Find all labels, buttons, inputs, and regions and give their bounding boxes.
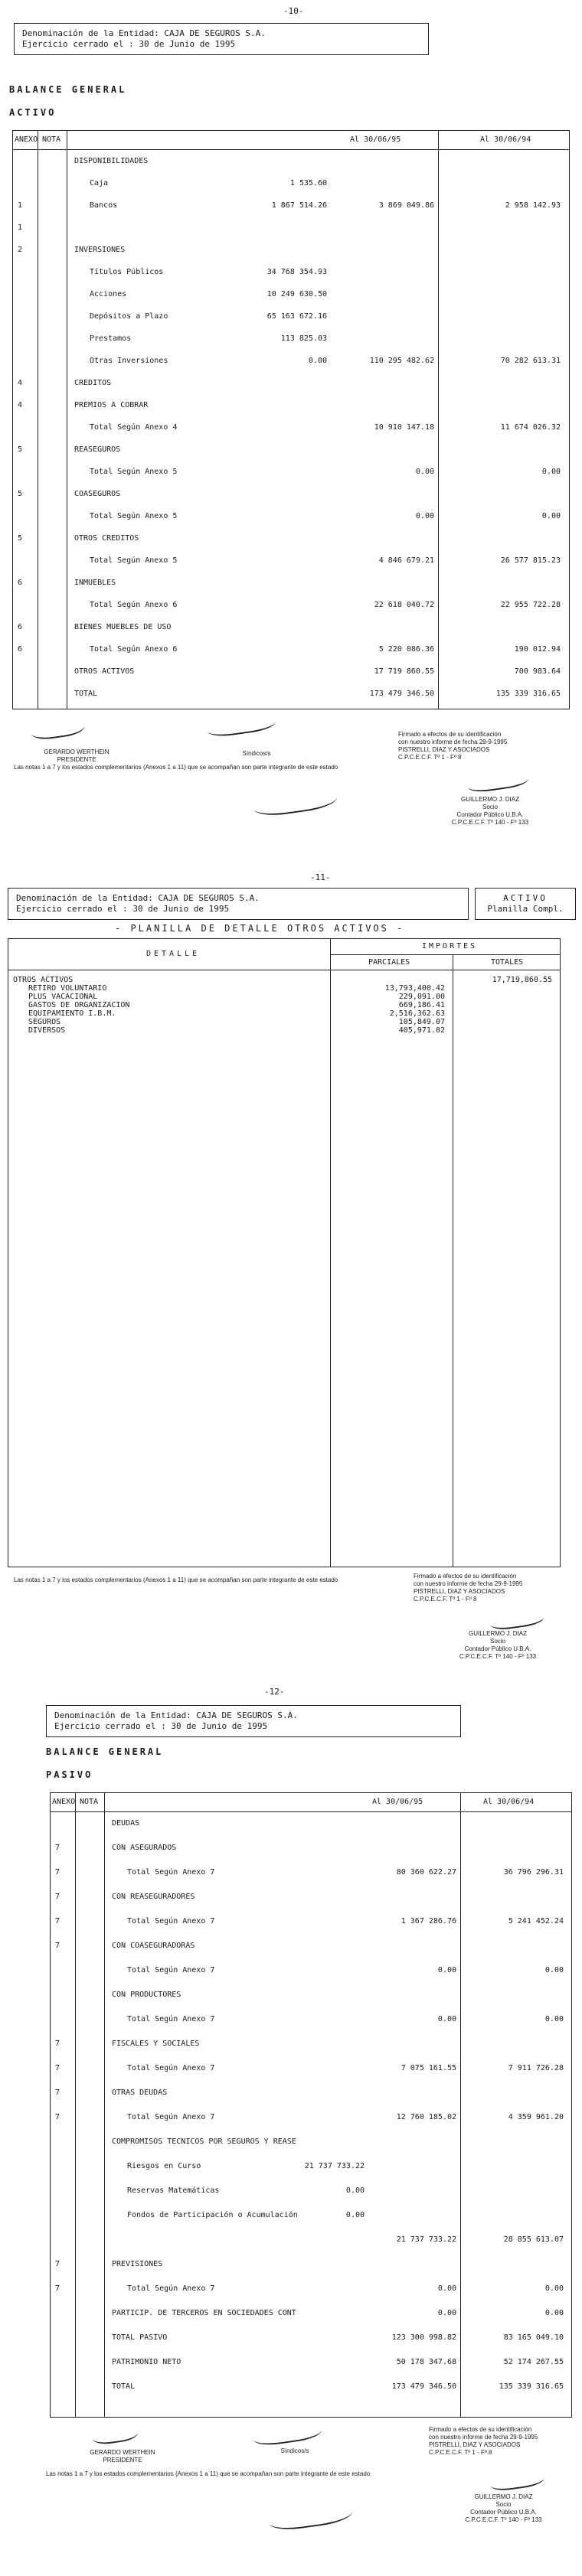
row-amount-94: 11 674 026.32 bbox=[500, 423, 561, 432]
row-amount-95: 0.00 bbox=[437, 2284, 456, 2293]
row-amount-94: 36 796 296.31 bbox=[503, 1868, 564, 1877]
row-partial: 21 737 733.22 bbox=[304, 2162, 365, 2170]
entity-line: Denominación de la Entidad: CAJA DE SEGUROS S.A. bbox=[22, 28, 266, 38]
row-amount-95: 17 719 860.55 bbox=[374, 667, 434, 676]
auditor-id: GUILLERMO J. DIAZ Socio Contador Público U.B.A. C.P.C.E.C.F. Tº 140 - Fº 133 bbox=[465, 2493, 542, 2523]
row-label: Bancos bbox=[90, 201, 118, 210]
exercise-line: Ejercicio cerrado el : 30 de Junio de 1995 bbox=[54, 1721, 268, 1731]
row-label: Total Según Anexo 6 bbox=[90, 645, 178, 654]
row-label: REASEGUROS bbox=[74, 445, 121, 454]
col-p94: Al 30/06/94 bbox=[483, 1798, 535, 1806]
row-label: COASEGUROS bbox=[74, 490, 121, 498]
row-label: CON ASEGURADOS bbox=[112, 1844, 177, 1852]
col-p94: Al 30/06/94 bbox=[480, 135, 531, 144]
row-amount-94: 26 577 815.23 bbox=[500, 556, 561, 565]
row-amount-95: 0.00 bbox=[415, 512, 434, 520]
row-partial: 0.00 bbox=[345, 2186, 365, 2195]
notes-footer: Las notas 1 a 7 y los estados complementarios (Anexos 1 a 11) que se acompañan son parte integrante de este estado bbox=[14, 1577, 338, 1583]
side-label-activo: ACTIVO bbox=[503, 893, 548, 903]
row-amount-95: 22 618 040.72 bbox=[374, 601, 434, 609]
row-nota: 6 bbox=[18, 579, 23, 587]
row-amount-94: 22 955 722.28 bbox=[500, 601, 561, 609]
row-label: Total Según Anexo 6 bbox=[90, 601, 178, 609]
sindico-stamp: Síndicos/s bbox=[280, 2447, 309, 2454]
exercise-line: Ejercicio cerrado el : 30 de Junio de 1995 bbox=[22, 39, 236, 49]
row-label: Acciones bbox=[90, 290, 127, 298]
row-amount-95: 173 479 346.50 bbox=[369, 690, 434, 698]
page-number: -11- bbox=[310, 872, 331, 882]
row-nota: 7 bbox=[55, 1844, 60, 1852]
row-amount-94: 0.00 bbox=[544, 2015, 564, 2023]
row-label: PREMIOS A COBRAR bbox=[74, 401, 149, 409]
balance-table bbox=[50, 1792, 572, 2418]
row-nota: 2 bbox=[18, 246, 23, 254]
page-number: -10- bbox=[283, 6, 304, 16]
row-amount-94: 2 958 142.93 bbox=[505, 201, 561, 210]
row-partial: 65 163 672.16 bbox=[266, 312, 327, 321]
row-parcial: 13,793,400.42 bbox=[384, 984, 445, 993]
president-stamp: GERARDO WERTHEIN PRESIDENTE bbox=[90, 2449, 155, 2464]
planilla-table bbox=[8, 938, 561, 1567]
row-amount-94: 0.00 bbox=[544, 2284, 564, 2293]
row-label: TOTAL PASIVO bbox=[112, 2333, 168, 2342]
row-amount-95: 5 220 086.36 bbox=[378, 645, 434, 654]
signature-auditor bbox=[489, 1607, 544, 1632]
row-nota: 6 bbox=[18, 645, 23, 654]
row-label: Otras Inversiones bbox=[90, 357, 168, 365]
row-partial: 1 867 514.26 bbox=[271, 201, 327, 210]
row-amount-95: 80 360 622.27 bbox=[396, 1868, 456, 1877]
row-nota: 7 bbox=[55, 2089, 60, 2097]
row-label: CREDITOS bbox=[74, 379, 112, 387]
col-nota: NOTA bbox=[42, 135, 61, 144]
auditor-stamp: Firmado a efectos de su identificación con nuestro informe de fecha 29-9-1995 PISTRELLI, DIAZ Y ASOCIADOS C.P.C.E.C.F. Tº 1 - Fº 8 bbox=[429, 2426, 538, 2456]
row-label: Total Según Anexo 7 bbox=[127, 1966, 215, 1974]
row-amount-94: 135 339 316.65 bbox=[495, 690, 561, 698]
row-amount-94: 4 359 961.20 bbox=[508, 2113, 564, 2121]
row-parcial: 229,091.00 bbox=[398, 993, 445, 1001]
col-totales: TOTALES bbox=[491, 958, 524, 967]
col-detalle: DETALLE bbox=[146, 950, 201, 958]
row-amount-94: 5 241 452.24 bbox=[508, 1917, 564, 1925]
row-nota: 5 bbox=[18, 445, 23, 454]
row-label: OTROS ACTIVOS bbox=[13, 976, 74, 984]
row-nota: 1 bbox=[18, 223, 23, 232]
page-number: -12- bbox=[264, 1687, 285, 1697]
row-label: OTROS CREDITOS bbox=[74, 534, 139, 543]
col-nota: NOTA bbox=[80, 1798, 99, 1806]
row-partial: 113 825.03 bbox=[280, 334, 327, 343]
row-nota: 7 bbox=[55, 2260, 60, 2268]
row-label: BIENES MUEBLES DE USO bbox=[74, 623, 172, 631]
row-nota: 7 bbox=[55, 2040, 60, 2048]
auditor-stamp: Firmado a efectos de su identificación con nuestro informe de fecha 29-9-1995 PISTRELLI, DIAZ Y ASOCIADOS C.P.C.E.C.F. Tº 1 - Fº 8 bbox=[398, 731, 508, 761]
side-label-box bbox=[475, 888, 576, 920]
row-amount-95: 3 869 049.86 bbox=[378, 201, 434, 210]
col-anexo: ANEXO bbox=[52, 1798, 76, 1806]
page-pasivo bbox=[0, 1684, 582, 2571]
auditor-id: GUILLERMO J. DIAZ Socio Contador Público U.B.A. C.P.C.E.C.F. Tº 140 - Fº 133 bbox=[451, 796, 529, 826]
planilla-title: - PLANILLA DE DETALLE OTROS ACTIVOS - bbox=[115, 923, 405, 934]
row-label: FISCALES Y SOCIALES bbox=[112, 2040, 200, 2048]
row-amount-94: 83 165 049.10 bbox=[503, 2333, 564, 2342]
section-subtitle: ACTIVO bbox=[9, 107, 57, 118]
row-nota: 5 bbox=[18, 490, 23, 498]
row-label: PARTICIP. DE TERCEROS EN SOCIEDADES CONT bbox=[112, 2309, 296, 2317]
row-amount-95: 0.00 bbox=[437, 2015, 456, 2023]
auditor-id: GUILLERMO J. DIAZ Socio Contador Público U.B.A. C.P.C.E.C.F. Tº 140 - Fº 133 bbox=[459, 1630, 537, 1660]
row-parcial: 669,186.41 bbox=[398, 1001, 445, 1009]
row-partial: 34 768 354.93 bbox=[266, 268, 327, 276]
row-label: Total Según Anexo 5 bbox=[90, 512, 178, 520]
row-label: CON COASEGURADORAS bbox=[112, 1942, 195, 1950]
row-label: EQUIPAMIENTO I.B.M. bbox=[28, 1009, 116, 1018]
row-label: DISPONIBILIDADES bbox=[74, 157, 149, 165]
row-nota: 7 bbox=[55, 2064, 60, 2072]
notes-footer: Las notas 1 a 7 y los estados complementarios (Anexos 1 a 11) que se acompañan son parte integrante de este estado bbox=[46, 2470, 371, 2477]
row-partial: 1 535.60 bbox=[289, 179, 327, 187]
row-label: Total Según Anexo 7 bbox=[127, 1868, 215, 1877]
row-amount-94: 52 174 267.55 bbox=[503, 2358, 564, 2366]
auditor-stamp: Firmado a efectos de su identificación con nuestro informe de fecha 29-9-1995 PISTRELLI, DIAZ Y ASOCIADOS C.P.C.E.C.F. Tº 1 - Fº 8 bbox=[414, 1573, 523, 1603]
notes-footer: Las notas 1 a 7 y los estados complementarios (Anexos 1 a 11) que se acompañan son parte integrante de este estado bbox=[14, 764, 338, 771]
row-label: Total Según Anexo 7 bbox=[127, 2113, 215, 2121]
entity-line: Denominación de la Entidad: CAJA DE SEGUROS S.A. bbox=[16, 893, 260, 903]
row-amount-94: 0.00 bbox=[544, 2309, 564, 2317]
row-nota: 1 bbox=[18, 201, 23, 210]
row-label: Depósitos a Plazo bbox=[90, 312, 168, 321]
row-amount-94: 28 855 613.07 bbox=[503, 2235, 564, 2244]
row-label: PLUS VACACIONAL bbox=[28, 993, 98, 1001]
row-label: Total Según Anexo 5 bbox=[90, 468, 178, 476]
row-label: Caja bbox=[90, 179, 109, 187]
row-amount-95: 21 737 733.22 bbox=[396, 2235, 456, 2244]
sindico-stamp: Síndicos/s bbox=[242, 750, 271, 757]
row-partial: 10 249 630.50 bbox=[266, 290, 327, 298]
row-nota: 5 bbox=[18, 534, 23, 543]
row-label: CON PRODUCTORES bbox=[112, 1991, 181, 1999]
col-parciales: PARCIALES bbox=[368, 958, 410, 967]
signature-president bbox=[30, 714, 86, 741]
row-label: DIVERSOS bbox=[28, 1026, 66, 1035]
signature-president bbox=[91, 2421, 139, 2446]
row-amount-94: 700 983.64 bbox=[514, 667, 561, 676]
balance-table bbox=[12, 130, 570, 709]
signature-commission bbox=[266, 2497, 353, 2533]
row-label: Riesgos en Curso bbox=[127, 2162, 201, 2170]
row-amount-95: 50 178 347.68 bbox=[396, 2358, 456, 2366]
signature-auditor bbox=[466, 769, 529, 794]
row-parcial: 2,516,362.63 bbox=[389, 1009, 445, 1018]
col-importes: IMPORTES bbox=[422, 942, 478, 951]
row-nota: 7 bbox=[55, 1942, 60, 1950]
row-amount-95: 0.00 bbox=[415, 468, 434, 476]
signature-sindico bbox=[206, 711, 276, 739]
row-label: PREVISIONES bbox=[112, 2260, 163, 2268]
row-nota: 7 bbox=[55, 2113, 60, 2121]
signature-commission bbox=[251, 783, 338, 819]
row-nota: 6 bbox=[18, 623, 23, 631]
signature-sindico bbox=[252, 2418, 323, 2447]
row-label: Total Según Anexo 7 bbox=[127, 1917, 215, 1925]
entity-header bbox=[46, 1705, 461, 1737]
section-subtitle: PASIVO bbox=[46, 1769, 93, 1780]
row-label: PATRIMONIO NETO bbox=[112, 2358, 181, 2366]
row-amount-95: 0.00 bbox=[437, 1966, 456, 1974]
row-label: Total Según Anexo 7 bbox=[127, 2064, 215, 2072]
row-label: INMUEBLES bbox=[74, 579, 116, 587]
row-label: Total Según Anexo 5 bbox=[90, 556, 178, 565]
row-label: SEGUROS bbox=[28, 1018, 61, 1026]
row-amount-95: 1 367 286.76 bbox=[401, 1917, 456, 1925]
page-activo bbox=[0, 0, 582, 857]
row-amount-95: 10 910 147.18 bbox=[374, 423, 434, 432]
row-parcial: 105,849.07 bbox=[398, 1018, 445, 1026]
row-nota: 4 bbox=[18, 379, 23, 387]
row-amount-94: 70 282 613.31 bbox=[500, 357, 561, 365]
row-nota: 7 bbox=[55, 2284, 60, 2293]
row-label: RETIRO VOLUNTARIO bbox=[28, 984, 107, 993]
row-amount-95: 110 295 482.62 bbox=[369, 357, 434, 365]
row-label: Títulos Públicos bbox=[90, 268, 164, 276]
exercise-line: Ejercicio cerrado el : 30 de Junio de 1995 bbox=[16, 904, 230, 914]
row-label: OTROS ACTIVOS bbox=[74, 667, 135, 676]
row-amount-95: 12 760 185.02 bbox=[396, 2113, 456, 2121]
row-amount-94: 0.00 bbox=[544, 1966, 564, 1974]
col-p95: Al 30/06/95 bbox=[350, 135, 401, 144]
row-total: 17,719,860.55 bbox=[492, 976, 552, 984]
col-anexo: ANEXO bbox=[15, 135, 38, 144]
section-title: BALANCE GENERAL bbox=[46, 1746, 164, 1757]
row-label: INVERSIONES bbox=[74, 246, 126, 254]
row-label: Total Según Anexo 7 bbox=[127, 2284, 215, 2293]
page-planilla bbox=[0, 865, 582, 1676]
row-label: GASTOS DE ORGANIZACION bbox=[28, 1001, 130, 1009]
row-parcial: 405,971.02 bbox=[398, 1026, 445, 1035]
signature-auditor bbox=[489, 2468, 544, 2493]
row-amount-95: 0.00 bbox=[437, 2309, 456, 2317]
row-partial: 0.00 bbox=[308, 357, 327, 365]
row-amount-95: 4 846 679.21 bbox=[378, 556, 434, 565]
row-label: DEUDAS bbox=[112, 1819, 140, 1828]
row-label: TOTAL bbox=[74, 690, 98, 698]
row-amount-94: 7 911 726.28 bbox=[508, 2064, 564, 2072]
row-amount-94: 0.00 bbox=[541, 512, 561, 520]
row-label: Fondos de Participación o Acumulación bbox=[127, 2211, 298, 2219]
row-amount-94: 135 339 316.65 bbox=[499, 2382, 564, 2391]
president-stamp: GERARDO WERTHEIN PRESIDENTE bbox=[44, 748, 110, 763]
row-nota: 7 bbox=[55, 1893, 60, 1901]
row-amount-94: 190 012.94 bbox=[514, 645, 561, 654]
row-label: Total Según Anexo 7 bbox=[127, 2015, 215, 2023]
row-label: OTRAS DEUDAS bbox=[112, 2089, 168, 2097]
row-nota: 7 bbox=[55, 1917, 60, 1925]
row-amount-95: 7 075 161.55 bbox=[401, 2064, 456, 2072]
row-partial: 0.00 bbox=[345, 2211, 365, 2219]
row-label: TOTAL bbox=[112, 2382, 136, 2391]
row-amount-95: 173 479 346.50 bbox=[391, 2382, 456, 2391]
row-amount-95: 123 300 998.82 bbox=[391, 2333, 456, 2342]
row-label: CON REASEGURADORES bbox=[112, 1893, 195, 1901]
row-label: Total Según Anexo 4 bbox=[90, 423, 178, 432]
row-nota: 4 bbox=[18, 401, 23, 409]
row-label: Reservas Matemáticas bbox=[127, 2186, 220, 2195]
entity-line: Denominación de la Entidad: CAJA DE SEGUROS S.A. bbox=[54, 1710, 298, 1720]
side-label-planilla: Planilla Compl. bbox=[487, 904, 564, 914]
entity-header bbox=[14, 23, 429, 55]
row-label: COMPROMISOS TECNICOS POR SEGUROS Y REASE bbox=[112, 2137, 296, 2146]
row-label: Prestamos bbox=[90, 334, 132, 343]
section-title: BALANCE GENERAL bbox=[9, 84, 127, 95]
col-p95: Al 30/06/95 bbox=[372, 1798, 423, 1806]
row-amount-94: 0.00 bbox=[541, 468, 561, 476]
entity-header bbox=[8, 888, 469, 920]
row-nota: 7 bbox=[55, 1868, 60, 1877]
